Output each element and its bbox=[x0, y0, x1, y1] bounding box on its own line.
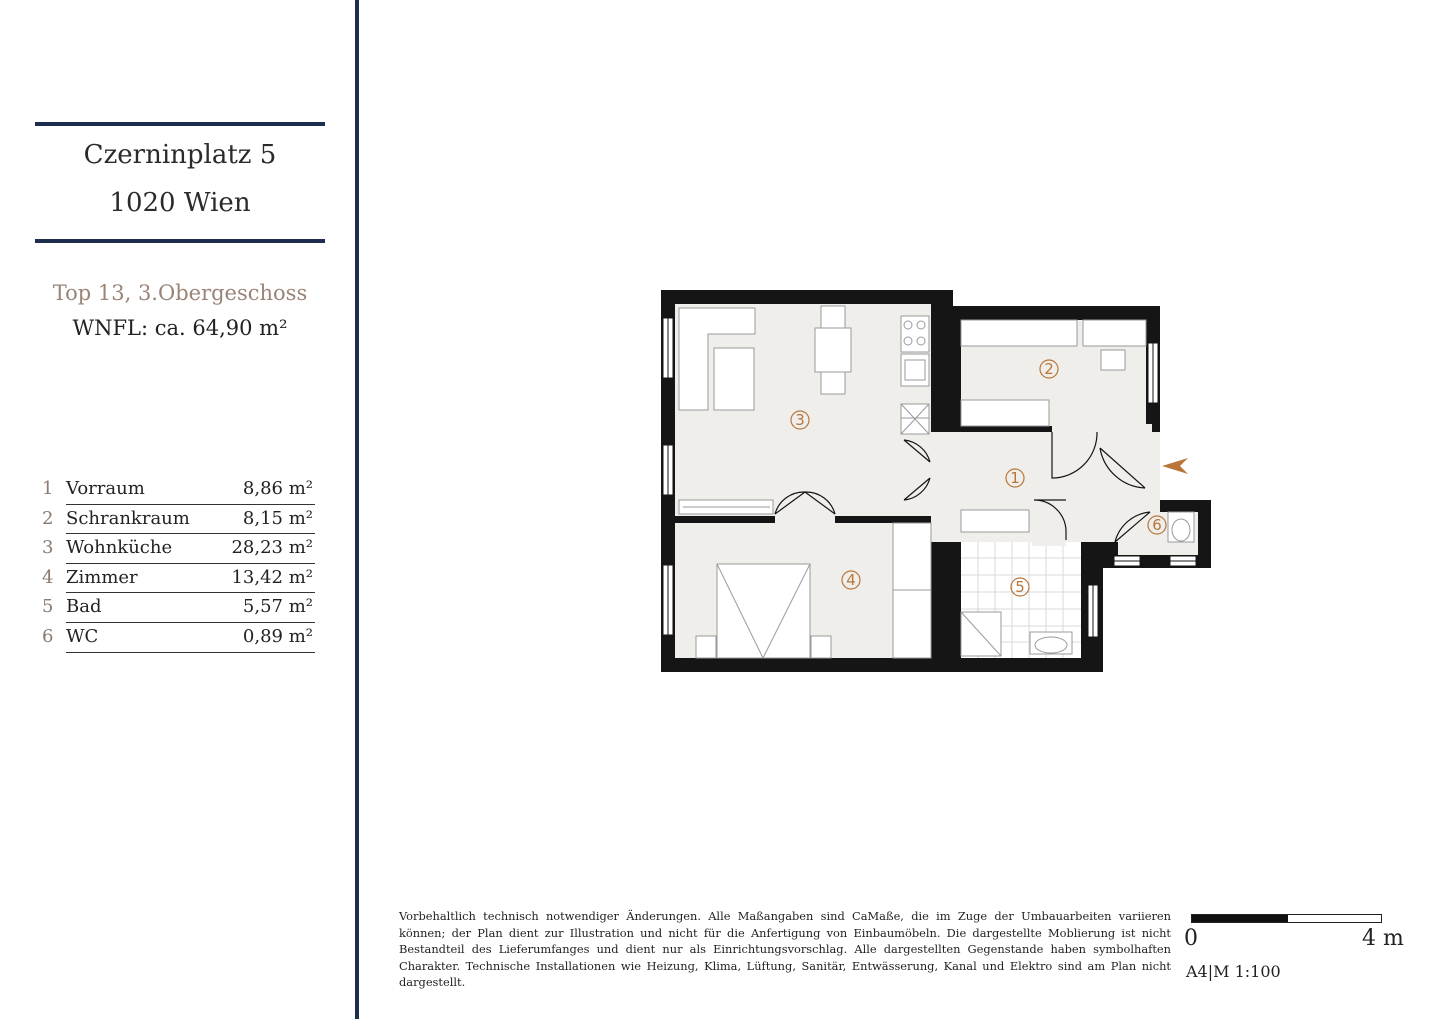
address-street: Czerninplatz 5 bbox=[83, 140, 277, 170]
scale-ratio-label: A4|M 1:100 bbox=[1186, 962, 1281, 981]
room-name: Schrankraum bbox=[66, 507, 190, 529]
room-number: 6 bbox=[42, 625, 54, 647]
scale-bar-fill bbox=[1192, 915, 1288, 922]
bottom-rule bbox=[35, 239, 325, 243]
plan-label-6: 6 bbox=[1152, 516, 1162, 534]
plan-label-3: 3 bbox=[795, 411, 805, 429]
room-number: 2 bbox=[42, 507, 54, 529]
scale-start-label: 0 bbox=[1184, 926, 1198, 951]
living-area-label: WNFL: ca. 64,90 m² bbox=[72, 316, 288, 340]
plan-label-5: 5 bbox=[1015, 578, 1025, 596]
room-number: 3 bbox=[42, 537, 54, 559]
room-list bbox=[40, 475, 315, 653]
room-row bbox=[40, 593, 315, 623]
unit-label: Top 13, 3.Obergeschoss bbox=[52, 281, 308, 305]
room-area: 8,15 m² bbox=[242, 507, 313, 529]
room-area: 5,57 m² bbox=[242, 596, 313, 618]
scale-bar bbox=[1191, 914, 1382, 923]
plan-label-1: 1 bbox=[1010, 469, 1020, 487]
room-row bbox=[40, 623, 315, 653]
room-number: 5 bbox=[42, 596, 54, 618]
row-underline bbox=[66, 652, 315, 653]
room-number: 1 bbox=[42, 478, 54, 499]
room-row bbox=[40, 505, 315, 535]
room-name: Wohnküche bbox=[66, 537, 173, 559]
room-area: 0,89 m² bbox=[242, 625, 313, 647]
top-rule bbox=[35, 122, 325, 126]
room-name: Bad bbox=[66, 596, 102, 618]
plan-label-2: 2 bbox=[1044, 360, 1054, 378]
plan-label-4: 4 bbox=[846, 571, 856, 589]
room-area: 13,42 m² bbox=[231, 566, 313, 588]
room-row bbox=[40, 475, 315, 505]
room-number: 4 bbox=[42, 566, 54, 588]
address-city: 1020 Wien bbox=[109, 188, 251, 218]
room-name: WC bbox=[66, 625, 99, 647]
room-row bbox=[40, 564, 315, 594]
room-area: 8,86 m² bbox=[242, 478, 313, 499]
vertical-divider bbox=[355, 0, 359, 1019]
room-area: 28,23 m² bbox=[231, 537, 313, 559]
room-name: Vorraum bbox=[66, 478, 145, 499]
room-row bbox=[40, 534, 315, 564]
scale-end-label: 4 m bbox=[1362, 926, 1404, 951]
room-name: Zimmer bbox=[66, 566, 138, 588]
disclaimer-text: Vorbehaltlich technisch notwendiger Änderungen. Alle Maßangaben sind CaMaße, die im Zuge der Umbauarbeiten variieren können; der Plan dient zur Illustration und nicht für die Anfertigung von Einbaumöbeln. Die dargestellte Moblierung ist nicht Bestandteil des Lieferumfanges und dient nur als Einrichtungsvorschlag. Alle dargestellten Gegenstande haben symbolhaften Charakter. Technische Installationen wie Heizung, Klima, Lüftung, Sanitär, Entwässerung, Kanal und Elektro sind am Plan nicht dargestellt. bbox=[399, 909, 1171, 989]
entrance-arrow-icon bbox=[1162, 458, 1188, 474]
floor-plan bbox=[650, 280, 1220, 690]
